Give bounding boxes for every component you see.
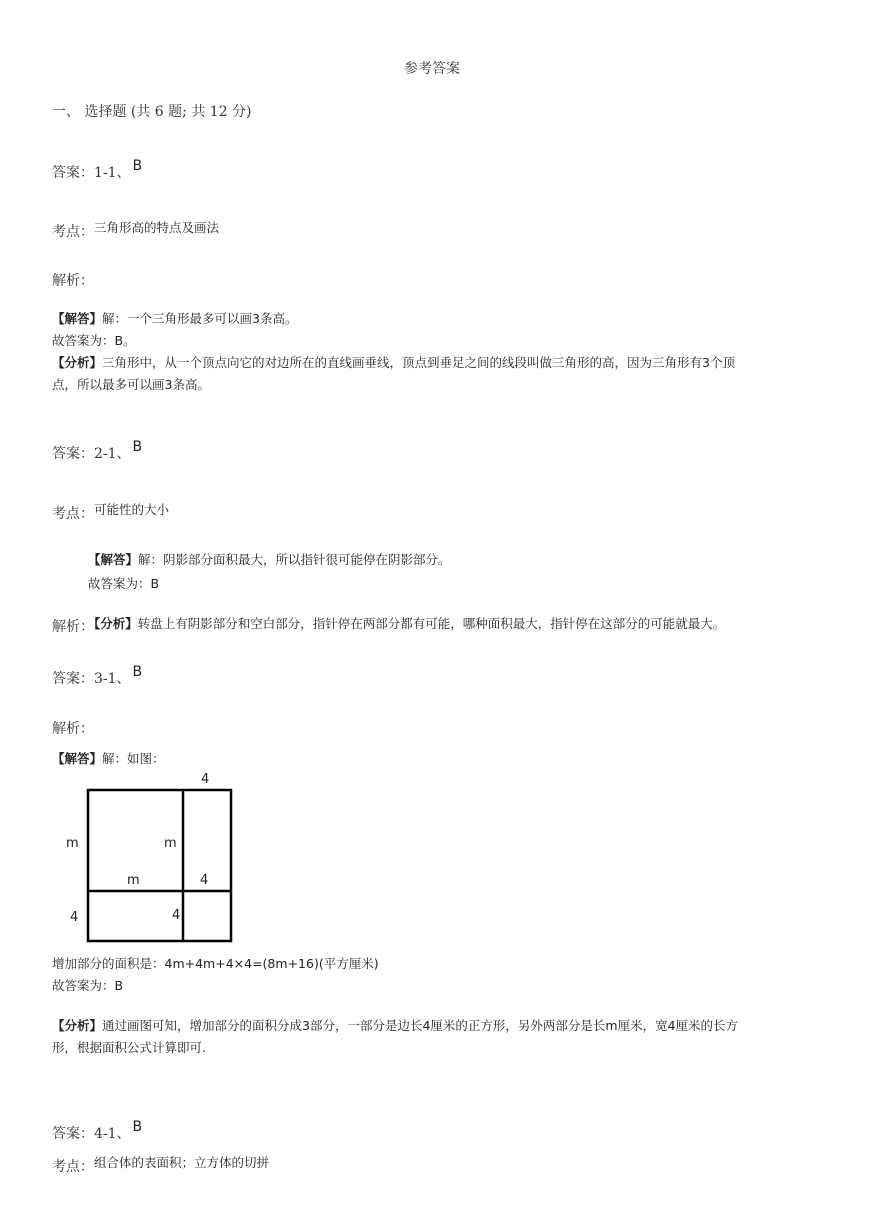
q3-analysis-label: 解析：	[52, 721, 94, 737]
q2-solution-line	[88, 548, 451, 572]
q1-solution-conclusion: 故答案为：B。	[52, 333, 136, 348]
q1-answer-prefix: 答案：1-1、	[52, 165, 131, 181]
q3-area-figure	[50, 768, 250, 948]
q3-answer-line	[52, 664, 143, 688]
q1-solution	[52, 308, 735, 396]
q3-analysis-text: 通过画图可知，增加部分的面积分成3部分，一部分是边长4厘米的正方形，另外两部分是长m厘米，宽4厘米的长方	[102, 1018, 739, 1033]
q3-analysis-tag: 【分析】	[52, 1018, 103, 1033]
q2-analysis-label: 解析：	[52, 619, 94, 635]
label-inner-m-horizontal: m	[127, 873, 140, 888]
q3-solution-tag: 【解答】	[52, 751, 103, 766]
label-right-4: 4	[200, 873, 209, 888]
q2-solution	[88, 548, 451, 596]
q2-analysis-text: 转盘上有阴影部分和空白部分，指针停在两部分都有可能，哪种面积最大，指针停在这部分的可能就最大。	[137, 616, 726, 631]
q2-topic-line	[52, 503, 169, 523]
q1-analysis-line2: 点，所以最多可以画3条高。	[52, 377, 210, 392]
q3-answer-prefix: 答案：3-1、	[52, 671, 131, 687]
label-bottom-inner-4: 4	[172, 908, 181, 923]
q3-solution-line	[52, 748, 165, 770]
label-left-m: m	[66, 836, 79, 851]
q3-answer: B	[132, 664, 143, 680]
q1-topic-label: 考点：	[52, 224, 94, 240]
q1-solution-tag: 【解答】	[52, 311, 103, 326]
q4-answer-line	[52, 1119, 143, 1143]
q3-calc-block	[52, 953, 379, 997]
q3-solution-text: 解：如图：	[102, 751, 165, 766]
q3-analysis	[52, 1015, 738, 1059]
q3-calc: 增加部分的面积是：4m+4m+4×4=(8m+16)(平方厘米)	[52, 956, 379, 971]
q1-answer: B	[132, 158, 143, 174]
q3-solution-conclusion: 故答案为：B	[52, 978, 124, 993]
q2-topic: 可能性的大小	[94, 502, 170, 517]
label-bottom-left-4: 4	[70, 910, 79, 925]
q1-analysis-tag: 【分析】	[52, 355, 103, 370]
q2-answer-line	[52, 439, 143, 463]
q1-solution-line	[52, 308, 735, 330]
section-heading: 一、 选择题 (共 6 题; 共 12 分)	[52, 104, 252, 120]
q2-solution-conclusion: 故答案为：B	[88, 576, 160, 591]
q1-analysis-text: 三角形中，从一个顶点向它的对边所在的直线画垂线，顶点到垂足之间的线段叫做三角形的高，因为三角形有3个顶	[102, 355, 735, 370]
q4-answer-prefix: 答案：4-1、	[52, 1126, 131, 1142]
q2-analysis-tag: 【分析】	[94, 616, 138, 631]
q4-answer: B	[132, 1119, 143, 1135]
q2-solution-tag: 【解答】	[88, 552, 139, 567]
q2-analysis	[94, 616, 725, 631]
q4-topic: 组合体的表面积；立方体的切拼	[94, 1155, 270, 1170]
label-inner-m-vertical: m	[164, 836, 177, 851]
q2-topic-label: 考点：	[52, 506, 94, 522]
q3-analysis-line2: 形，根据面积公式计算即可.	[52, 1040, 206, 1055]
q1-topic-line	[52, 221, 219, 241]
q2-analysis-line	[52, 616, 725, 636]
q4-topic-label: 考点：	[52, 1159, 94, 1175]
q2-solution-text: 解：阴影部分面积最大，所以指针很可能停在阴影部分。	[138, 552, 451, 567]
q1-topic: 三角形高的特点及画法	[94, 220, 220, 235]
q1-analysis-label: 解析：	[52, 273, 94, 289]
q2-answer: B	[132, 439, 143, 455]
q1-analysis-line1	[52, 352, 735, 374]
outer-square	[88, 790, 231, 941]
q3-analysis-line1	[52, 1015, 738, 1037]
q4-topic-line	[52, 1156, 269, 1176]
q2-answer-prefix: 答案：2-1、	[52, 446, 131, 462]
label-top-4: 4	[201, 772, 210, 787]
q1-solution-text: 解：一个三角形最多可以画3条高。	[102, 311, 298, 326]
q1-answer-line	[52, 158, 143, 182]
page-title: 参考答案	[404, 61, 460, 77]
